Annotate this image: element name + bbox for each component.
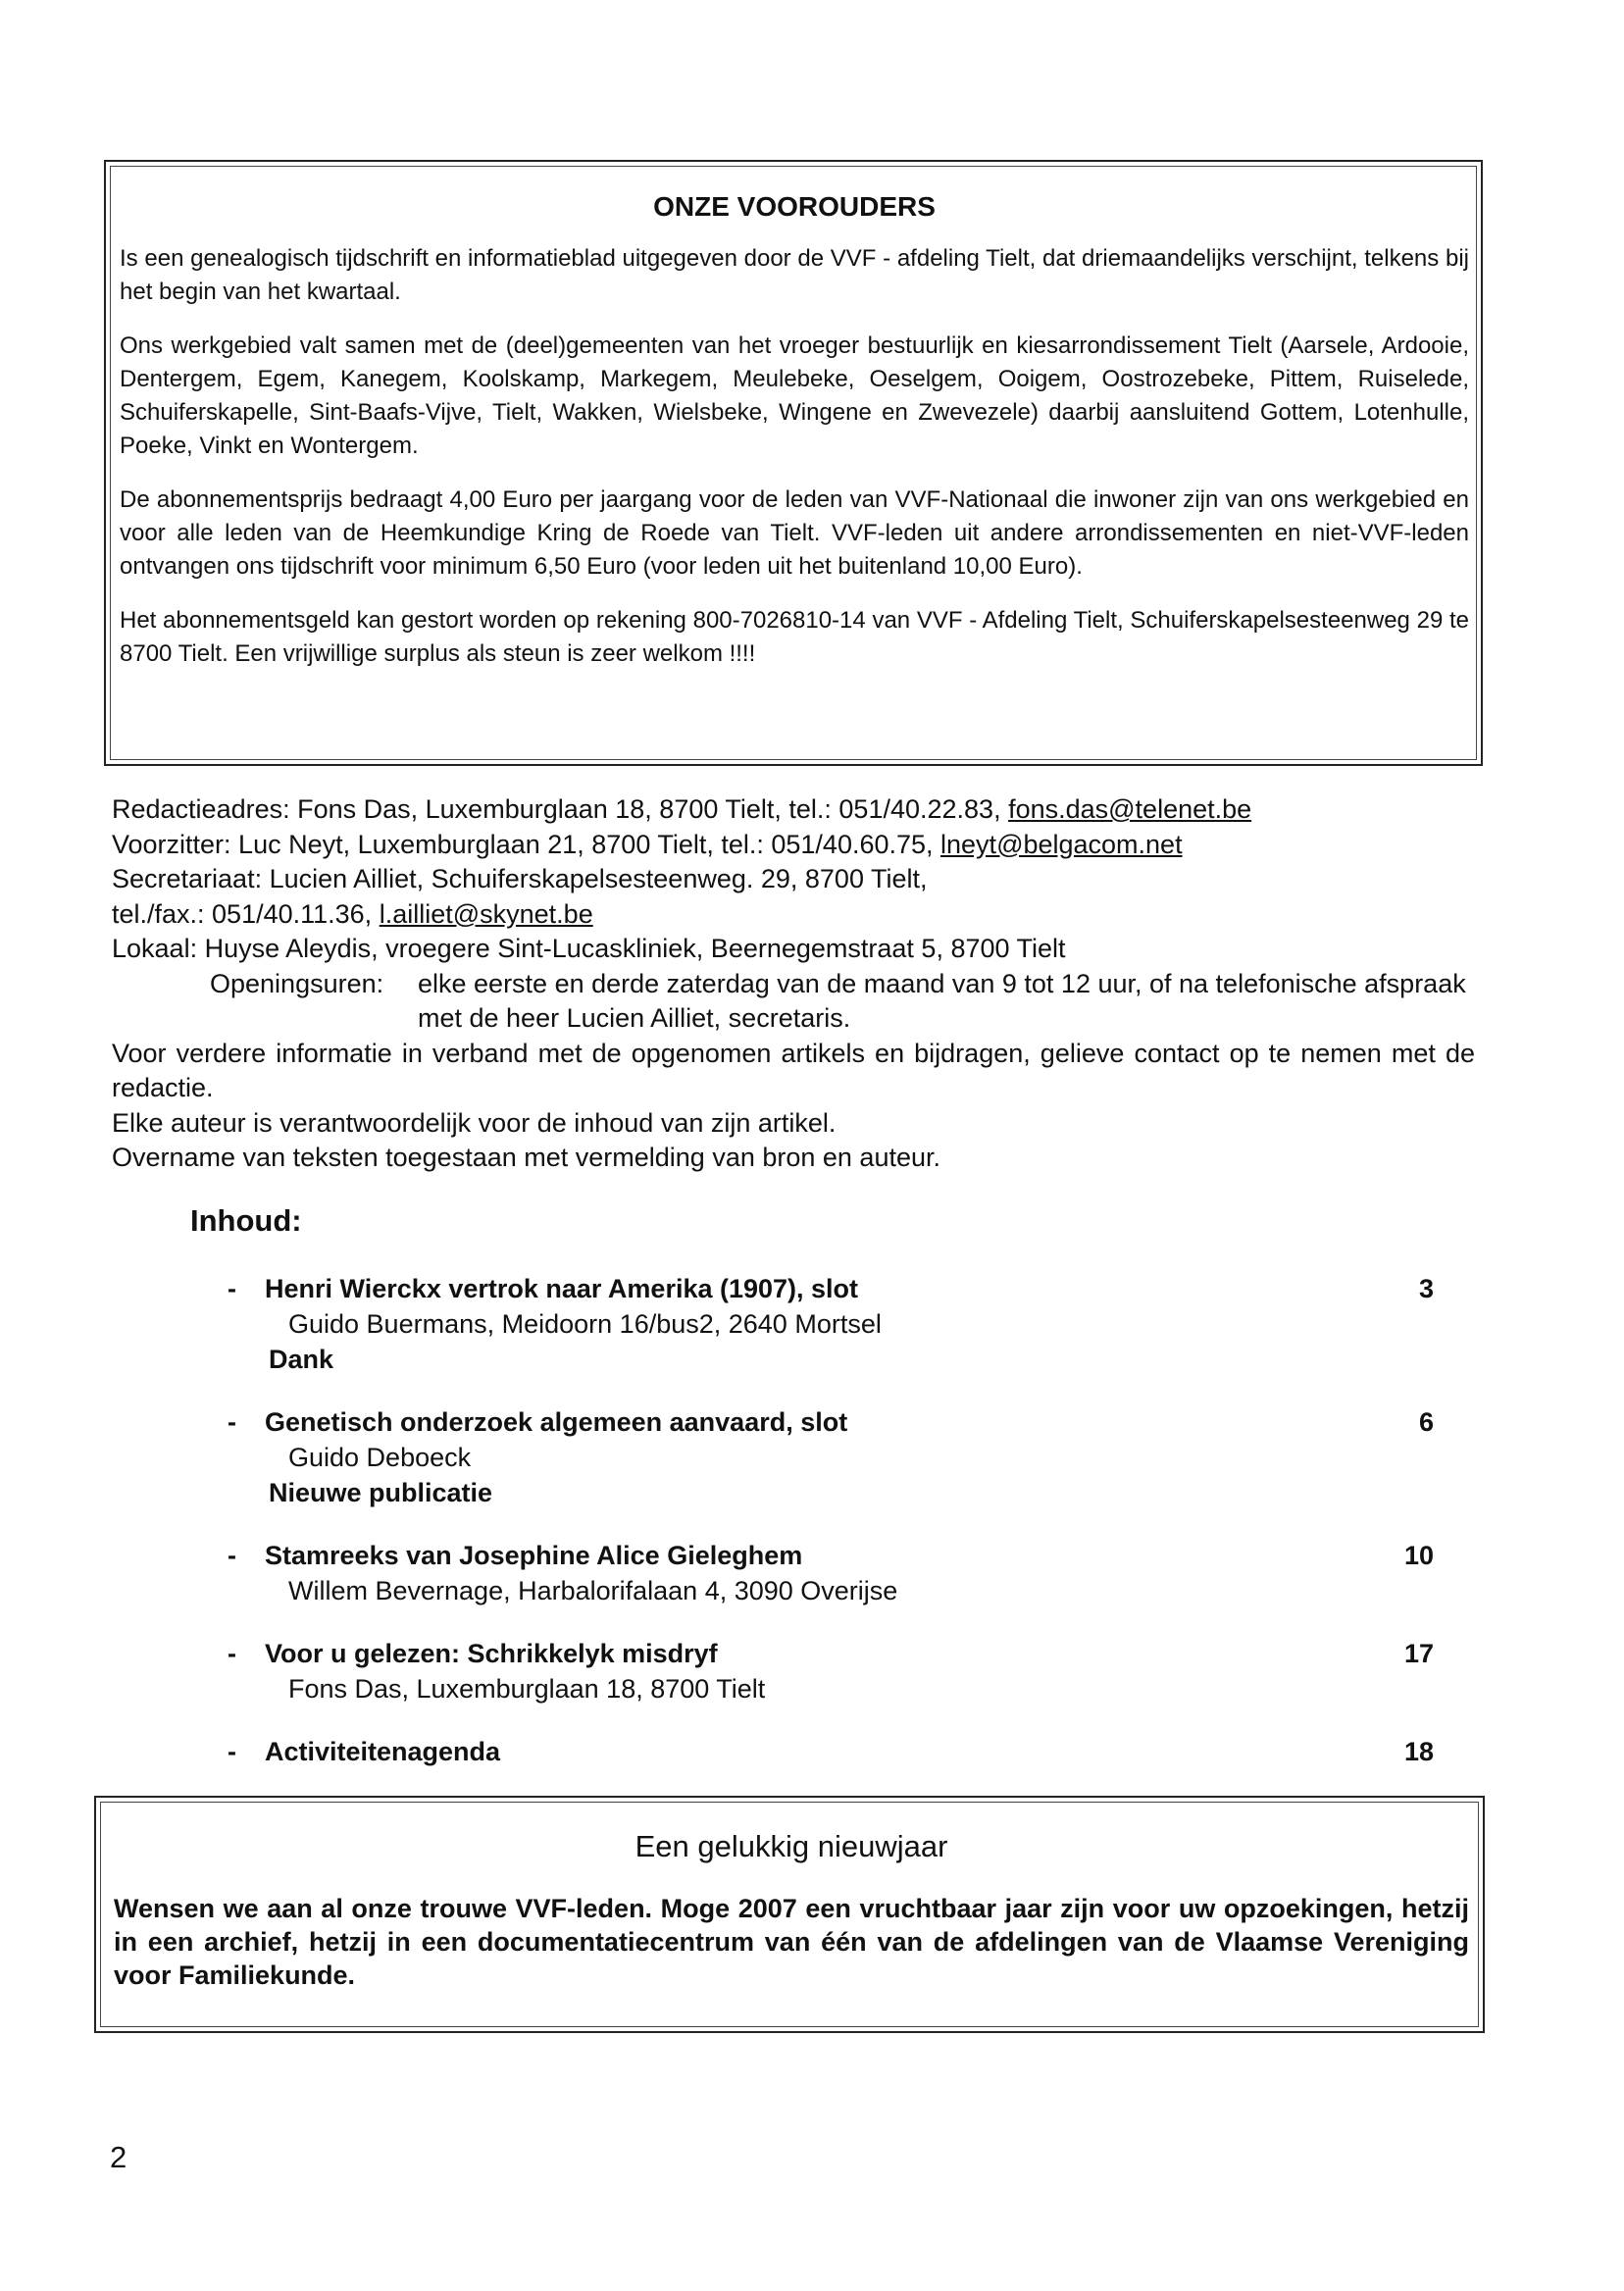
toc-entry: - Genetisch onderzoek algemeen aanvaard, slot 6 Guido Deboeck Nieuwe publicatie — [228, 1404, 1434, 1510]
intro-paragraph: Is een genealogisch tijdschrift en informatieblad uitgegeven door de VVF - afdeling Tielt, dat driemaandelijks verschijnt, telkens bij het begin van het kwartaal. — [120, 245, 1469, 305]
werkgebied-paragraph: Ons werkgebied valt samen met de (deel)gemeenten van het vroeger bestuurlijk en kiesarrondissement Tielt (Aarsele, Ardooie, Dentergem, Egem, Kanegem, Koolskamp, Markegem, Meulebeke, Oeselgem, Ooigem, Oostrozebeke, Pittem, Ruiselede, Schuiferskapelle, Sint-Baafs-Vijve, Tielt, Wakken, Wielsbeke, Wingene en Zwevezele) daarbij aansluitend Gottem, Lotenhulle, Poeke, Vinkt en Wontergem. — [120, 332, 1469, 459]
redactie-email-link[interactable]: fons.das@telenet.be — [1008, 794, 1252, 824]
toc-author: Guido Deboeck — [288, 1443, 472, 1472]
toc-title: Activiteitenagenda — [265, 1737, 501, 1766]
table-of-contents — [228, 1271, 1434, 1797]
openingsuren-label: Openingsuren: — [210, 968, 384, 998]
voorzitter-email-link[interactable]: lneyt@belgacom.net — [940, 829, 1183, 859]
info-box-title: ONZE VOOROUDERS — [653, 191, 936, 222]
overname-line: Overname van teksten toegestaan met vermelding van bron en auteur. — [112, 1143, 941, 1172]
toc-page-number: 10 — [1403, 1541, 1434, 1570]
toc-entry: - Henri Wierckx vertrok naar Amerika (1907), slot 3 Guido Buermans, Meidoorn 16/bus2, 2640 Mortsel Dank — [228, 1271, 1434, 1377]
newyear-title: Een gelukkig nieuwjaar — [634, 1829, 948, 1863]
inhoud-title: Inhoud: — [190, 1203, 302, 1238]
redactie-line: Redactieadres: Fons Das, Luxemburglaan 18, 8700 Tielt, tel.: 051/40.22.83, fons.das@telenet.be — [112, 794, 1252, 824]
voorzitter-line: Voorzitter: Luc Neyt, Luxemburglaan 21, 8700 Tielt, tel.: 051/40.60.75, lneyt@belgacom.net — [112, 829, 1183, 859]
toc-title: Henri Wierckx vertrok naar Amerika (1907), slot — [265, 1274, 859, 1303]
lokaal-line: Lokaal: Huyse Aleydis, vroegere Sint-Lucaskliniek, Beernegemstraat 5, 8700 Tielt — [112, 934, 1066, 963]
newyear-text: Wensen we aan al onze trouwe VVF-leden. Moge 2007 een vruchtbaar jaar zijn voor uw opzoekingen, hetzij in een archief, hetzij in een documentatiecentrum van één van de afdelingen van de Vlaamse Vereniging voor Familiekunde. — [114, 1894, 1469, 1990]
toc-extra: Dank — [269, 1345, 334, 1374]
contact-block — [112, 792, 1475, 1176]
page-number: 2 — [110, 2140, 127, 2174]
toc-extra: Nieuwe publicatie — [269, 1478, 493, 1507]
info-line: Voor verdere informatie in verband met de opgenomen artikels en bijdragen, gelieve contact op te nemen met de redactie. — [112, 1038, 1475, 1102]
openingsuren — [112, 967, 1475, 1037]
abonnement-paragraph: De abonnementsprijs bedraagt 4,00 Euro per jaargang voor de leden van VVF-Nationaal die inwoner zijn van ons werkgebied en voor alle leden van de Heemkundige Kring de Roede van Tielt. VVF-leden uit andere arrondissementen en niet-VVF-leden ontvangen ons tijdschrift voor minimum 6,50 Euro (voor leden uit het buitenland 10,00 Euro). — [120, 486, 1469, 580]
toc-page-number: 6 — [1418, 1407, 1434, 1437]
openingsuren-value: elke eerste en derde zaterdag van de maand van 9 tot 12 uur, of na telefonische afspraak met de heer Lucien Ailliet, secretaris. — [418, 968, 1466, 1033]
toc-entry: - Voor u gelezen: Schrikkelyk misdryf 17 Fons Das, Luxemburglaan 18, 8700 Tielt — [228, 1636, 1434, 1706]
toc-author: Fons Das, Luxemburglaan 18, 8700 Tielt — [288, 1674, 766, 1704]
toc-title: Genetisch onderzoek algemeen aanvaard, slot — [265, 1407, 848, 1437]
info-box — [104, 160, 1483, 766]
toc-author: Willem Bevernage, Harbalorifalaan 4, 3090 Overijse — [288, 1576, 898, 1605]
auteur-line: Elke auteur is verantwoordelijk voor de inhoud van zijn artikel. — [112, 1107, 837, 1138]
newyear-box — [94, 1796, 1485, 2033]
rekening-paragraph: Het abonnementsgeld kan gestort worden op rekening 800-7026810-14 van VVF - Afdeling Tielt, Schuiferskapelsesteenweg 29 te 8700 Tielt. Een vrijwillige surplus als steun is zeer welkom !!!! — [120, 607, 1469, 667]
toc-title: Stamreeks van Josephine Alice Gieleghem — [265, 1541, 803, 1570]
toc-page-number: 3 — [1418, 1274, 1434, 1303]
telfax-line: tel./fax.: 051/40.11.36, l.ailliet@skynet.be — [112, 898, 593, 929]
secretariaat-line: Secretariaat: Lucien Ailliet, Schuiferskapelsesteenweg. 29, 8700 Tielt, — [112, 864, 928, 893]
toc-page-number: 17 — [1403, 1639, 1434, 1668]
toc-entry: - Stamreeks van Josephine Alice Gieleghem 10 Willem Bevernage, Harbalorifalaan 4, 3090 Overijse — [228, 1538, 1434, 1608]
toc-entry: - Activiteitenagenda 18 — [228, 1734, 1434, 1769]
toc-author: Guido Buermans, Meidoorn 16/bus2, 2640 Mortsel — [288, 1309, 882, 1339]
toc-page-number: 18 — [1403, 1737, 1434, 1766]
secretariaat-email-link[interactable]: l.ailliet@skynet.be — [379, 898, 593, 929]
toc-title: Voor u gelezen: Schrikkelyk misdryf — [265, 1639, 718, 1668]
